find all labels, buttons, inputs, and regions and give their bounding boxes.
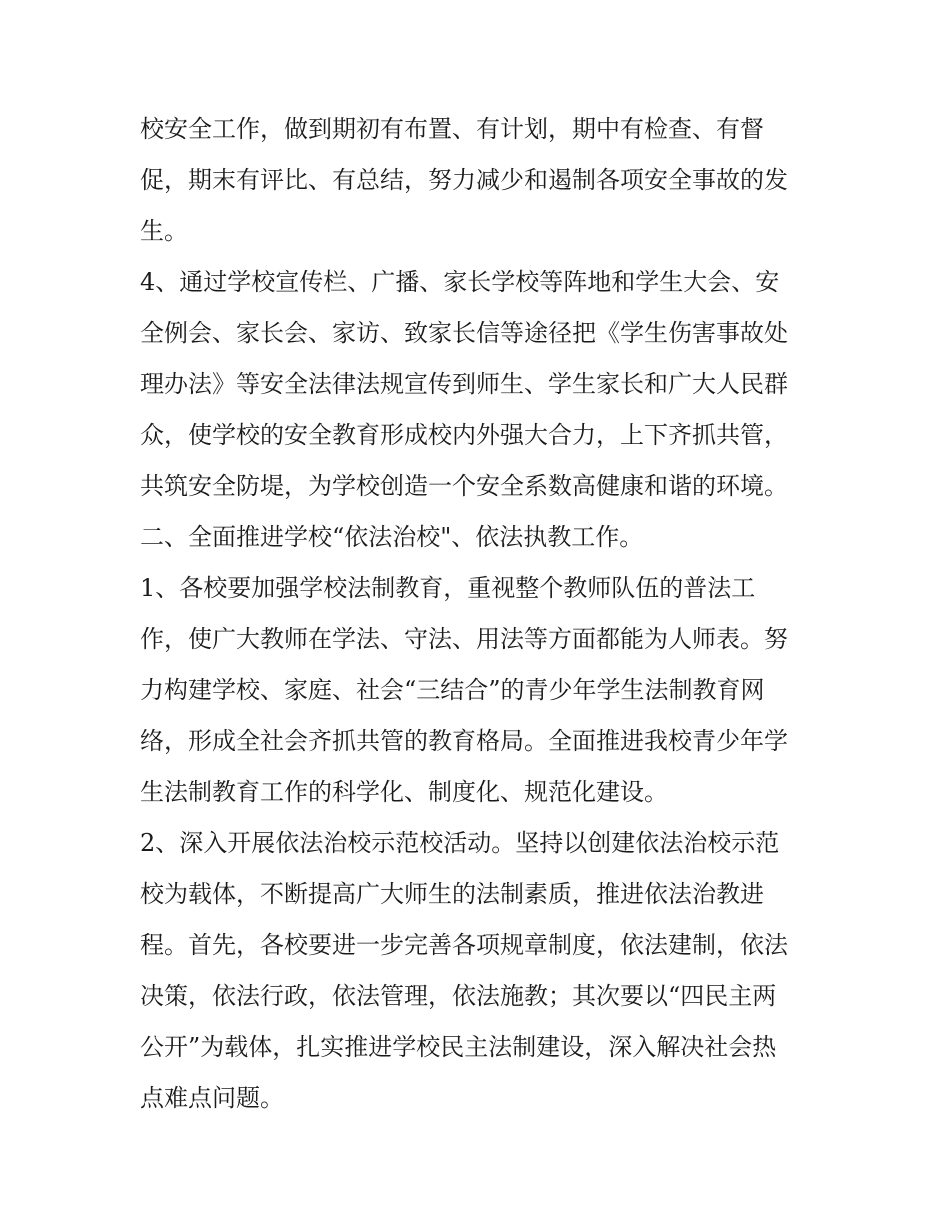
section-heading: 二、全面推进学校“依法治校"、依法执教工作。 xyxy=(140,523,644,551)
text-line: 共筑安全防堤，为学校创造一个安全系数高健康和谐的环境。 xyxy=(140,472,788,500)
text-line: 校安全工作，做到期初有布置、有计划，期中有检查、有督 xyxy=(140,115,764,143)
text-line: 点难点问题。 xyxy=(140,1084,284,1112)
text-line: 众，使学校的安全教育形成校内外强大合力，上下齐抓共管， xyxy=(140,421,788,449)
text-line: 理办法》等安全法律法规宣传到师生、学生家长和广大人民群 xyxy=(140,370,788,398)
text-line: 作，使广大教师在学法、守法、用法等方面都能为人师表。努 xyxy=(140,625,788,653)
text-line: 校为载体，不断提高广大师生的法制素质，推进依法治教进 xyxy=(140,880,764,908)
text-line: 程。首先，各校要进一步完善各项规章制度，依法建制，依法 xyxy=(140,931,788,959)
text-line: 公开”为载体，扎实推进学校民主法制建设，深入解决社会热 xyxy=(140,1033,777,1061)
text-line: 生。 xyxy=(140,217,188,245)
text-line: 生法制教育工作的科学化、制度化、规范化建设。 xyxy=(140,778,668,806)
document-body xyxy=(140,104,820,1124)
text-line: 力构建学校、家庭、社会“三结合”的青少年学生法制教育网 xyxy=(140,676,765,704)
text-line: 2、深入开展依法治校示范校活动。坚持以创建依法治校示范 xyxy=(140,829,780,857)
text-line: 全例会、家长会、家访、致家长信等途径把《学生伤害事故处 xyxy=(140,319,788,347)
text-line: 促，期末有评比、有总结，努力减少和遏制各项安全事故的发 xyxy=(140,166,788,194)
text-line: 络，形成全社会齐抓共管的教育格局。全面推进我校青少年学 xyxy=(140,727,788,755)
text-line: 1、各校要加强学校法制教育，重视整个教师队伍的普法工 xyxy=(140,574,756,602)
text-line: 决策，依法行政，依法管理，依法施教；其次要以“四民主两 xyxy=(140,982,777,1010)
text-line: 4、通过学校宣传栏、广播、家长学校等阵地和学生大会、安 xyxy=(140,268,780,296)
